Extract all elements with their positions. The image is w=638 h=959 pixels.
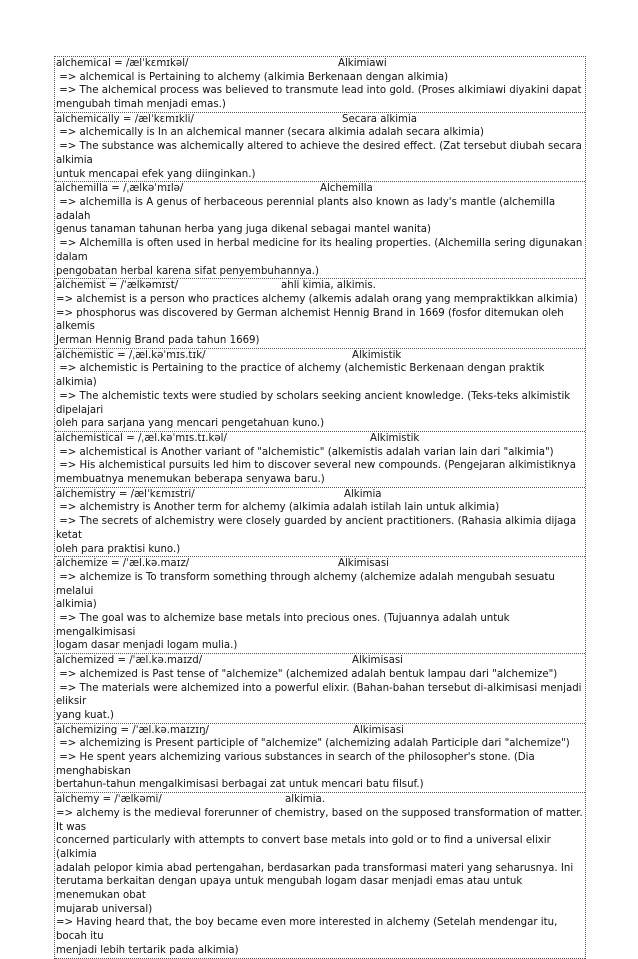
- entry-line: oleh para sarjana yang mencari pengetahuan kuno.): [56, 418, 325, 430]
- entry-alchemistical: [55, 432, 585, 488]
- entry-line: bertahun-tahun mengalkimisasi berbagai zat untuk mencari batu filsuf.): [56, 779, 424, 791]
- entry-line: alkimia): [56, 599, 97, 611]
- meaning: Secara alkimia: [342, 113, 418, 125]
- entry-header: [55, 557, 585, 571]
- entry-line: => Having heard that, the boy became even more interested in alchemy (Setelah mendengar itu, bocah itu: [56, 917, 561, 943]
- entry-line: menjadi lebih tertarik pada alkimia): [56, 944, 239, 956]
- entry-line: => alchemical is Pertaining to alchemy (alkimia Berkenaan dengan alkimia): [56, 71, 449, 83]
- entry-header: [55, 57, 585, 71]
- headword: alchemically = /ælˈkɛmɪkli/: [56, 113, 194, 125]
- headword: alchemistic = /ˌæl.kəˈmɪs.tɪk/: [56, 349, 206, 361]
- meaning: Alkimisasi: [338, 558, 389, 570]
- entry-line: => alchemistic is Pertaining to the practice of alchemy (alchemistic Berkenaan dengan praktik alkimia): [56, 363, 548, 389]
- entry-alchemilla: [55, 182, 585, 279]
- entry-line: => The alchemical process was believed to transmute lead into gold. (Proses alkimiawi diyakini dapat: [56, 85, 582, 97]
- entry-line: => Alchemilla is often used in herbal medicine for its healing properties. (Alchemilla sering digunakan dalam: [56, 238, 586, 263]
- entry-line: adalah pelopor kimia abad pertengahan, berdasarkan pada transformasi materi yang seharusnya. Ini: [56, 862, 574, 874]
- headword: alchemy = /ˈælkəmi/: [56, 794, 162, 806]
- entry-alchemistry: [55, 488, 585, 558]
- entry-alchemize: [55, 557, 585, 654]
- entry-header: [55, 349, 585, 363]
- entry-alchemized: [55, 654, 585, 724]
- entry-line: => phosphorus was discovered by German alchemist Hennig Brand in 1669 (fosfor ditemukan oleh alkemis: [56, 307, 568, 333]
- entry-header: [55, 793, 585, 807]
- entry-line: => The secrets of alchemistry were closely guarded by ancient practitioners. (Rahasia alkimia dijaga ketat: [56, 516, 580, 541]
- headword: alchemical = /ælˈkɛmɪkəl/: [56, 58, 189, 69]
- entry-line: => alchemized is Past tense of "alchemize" (alchemized adalah bentuk lampau dari "alchemize"): [56, 668, 558, 680]
- headword: alchemistical = /ˌæl.kəˈmɪs.tɪ.kəl/: [56, 432, 227, 444]
- entry-line: membuatnya menemukan beberapa senyawa baru.): [56, 474, 325, 485]
- entry-line: => alchemistry is Another term for alchemy (alkimia adalah istilah lain untuk alkimia): [56, 502, 500, 514]
- entry-line: => The materials were alchemized into a powerful elixir. (Bahan-bahan tersebut di-alkimisasi menjadi eliksir: [56, 682, 585, 708]
- entry-line: oleh para praktisi kuno.): [56, 543, 181, 555]
- entry-alchemizing: [55, 724, 585, 794]
- entry-alchemist: [55, 279, 585, 349]
- headword: alchemized = /ˈæl.kə.maɪzd/: [56, 655, 203, 667]
- entry-line: yang kuat.): [56, 709, 114, 721]
- entry-line: terutama berkaitan dengan upaya untuk mengubah logam dasar menjadi emas atau untuk menemukan obat: [56, 876, 526, 902]
- entry-line: => alchemy is the medieval forerunner of chemistry, based on the supposed transformation of matter. It was: [56, 807, 587, 833]
- entry-alchemical: [55, 57, 585, 113]
- entry-line: mujarab universal): [56, 903, 153, 915]
- entry-line: untuk mencapai efek yang diinginkan.): [56, 168, 256, 180]
- meaning: ahli kimia, alkimis.: [281, 280, 376, 292]
- entry-header: [55, 654, 585, 668]
- headword: alchemizing = /ˈæl.kə.maɪzɪŋ/: [56, 724, 209, 736]
- entry-line: => The alchemistic texts were studied by scholars seeking ancient knowledge. (Teks-teks alkimistik dipelajari: [56, 390, 574, 416]
- entry-line: => alchemize is To transform something through alchemy (alchemize adalah mengubah sesuatu melalui: [56, 571, 559, 597]
- headword: alchemize = /ˈæl.kə.maɪz/: [56, 558, 190, 570]
- entry-line: mengubah timah menjadi emas.): [56, 99, 226, 111]
- entry-header: [55, 279, 585, 293]
- entry-line: => His alchemistical pursuits led him to discover several new compounds. (Pengejaran alkimistiknya: [56, 460, 576, 472]
- entry-line: => He spent years alchemizing various substances in search of the philosopher's stone. (Dia menghabiskan: [56, 752, 538, 777]
- headword: alchemilla = /ˌælkəˈmɪlə/: [56, 183, 184, 195]
- entry-line: => alchemist is a person who practices alchemy (alkemis adalah orang yang mempraktikkan alkimia): [56, 293, 578, 305]
- entry-line: Jerman Hennig Brand pada tahun 1669): [56, 335, 260, 346]
- headword: alchemist = /ˈælkəmɪst/: [56, 280, 179, 292]
- headword: alchemistry = /ælˈkɛmɪstri/: [56, 488, 195, 500]
- entry-line: => alchemizing is Present participle of "alchemize" (alchemizing adalah Participle dari "alchemize"): [56, 738, 570, 750]
- entry-line: concerned particularly with attempts to convert base metals into gold or to find a universal elixir (alkimia: [56, 835, 555, 860]
- meaning: Alkimisasi: [352, 655, 403, 667]
- entry-header: [55, 724, 585, 738]
- meaning: Alkimisasi: [353, 724, 404, 736]
- entry-alchemy: [55, 793, 585, 958]
- dictionary-document: [54, 56, 586, 959]
- entry-line: => alchemilla is A genus of herbaceous perennial plants also known as lady's mantle (alchemilla adalah: [56, 196, 559, 222]
- entry-line: => alchemistical is Another variant of "alchemistic" (alkemistis adalah varian lain dari "alkimia"): [56, 446, 554, 458]
- meaning: Alkimistik: [352, 349, 402, 361]
- entry-line: => The goal was to alchemize base metals into precious ones. (Tujuannya adalah untuk mengalkimisasi: [56, 613, 513, 638]
- entry-line: pengobatan herbal karena sifat penyembuhannya.): [56, 265, 319, 277]
- entry-line: => The substance was alchemically altered to achieve the desired effect. (Zat tersebut diubah secara alkimia: [56, 141, 586, 166]
- entry-header: [55, 182, 585, 196]
- meaning: Alchemilla: [320, 183, 373, 195]
- entry-alchemistic: [55, 349, 585, 432]
- entry-header: [55, 432, 585, 446]
- entry-line: genus tanaman tahunan herba yang juga dikenal sebagai mantel wanita): [56, 224, 432, 236]
- meaning: Alkimistik: [370, 432, 420, 444]
- entry-header: [55, 113, 585, 127]
- meaning: alkimia.: [285, 794, 326, 806]
- entry-alchemically: [55, 113, 585, 183]
- entry-header: [55, 488, 585, 502]
- meaning: Alkimiawi: [338, 58, 387, 69]
- entry-line: => alchemically is In an alchemical manner (secara alkimia adalah secara alkimia): [56, 127, 485, 139]
- meaning: Alkimia: [344, 488, 382, 500]
- entry-line: logam dasar menjadi logam mulia.): [56, 640, 238, 652]
